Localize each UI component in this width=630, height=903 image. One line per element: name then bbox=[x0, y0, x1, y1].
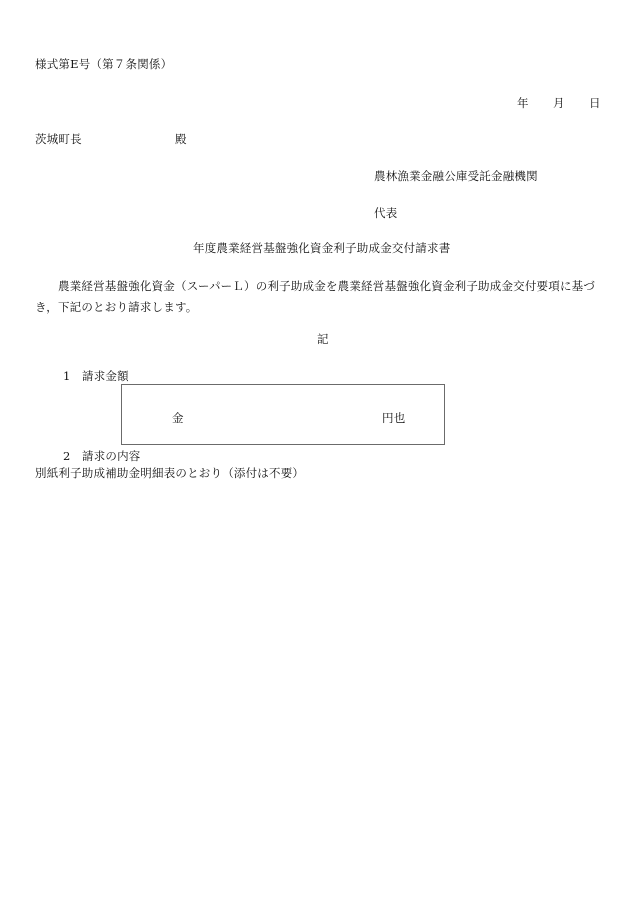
item-1-number: 1 bbox=[63, 369, 71, 383]
item-2-label: 請求の内容 bbox=[82, 449, 141, 463]
body-text: 農業経営基盤強化資金（スーパーＬ）の利子助成金を農業経営基盤強化資金利子助成金交付要項に基づき，下記のとおり請求します。 bbox=[35, 279, 596, 314]
item-2-number: 2 bbox=[63, 449, 71, 463]
date-month-label: 月 bbox=[553, 96, 565, 110]
date-year-label: 年 bbox=[517, 96, 529, 110]
date-day-label: 日 bbox=[589, 96, 601, 110]
note-heading: 記 bbox=[317, 332, 329, 346]
amount-prefix: 金 bbox=[172, 411, 184, 425]
item-2-detail: 別紙利子助成補助金明細表のとおり（添付は不要） bbox=[35, 466, 305, 480]
sender-institution: 農林漁業金融公庫受託金融機関 bbox=[374, 169, 538, 183]
item-1-label: 請求金額 bbox=[82, 369, 129, 383]
addressee-honorific: 殿 bbox=[175, 132, 187, 146]
form-number: 様式第E号（第７条関係） bbox=[35, 57, 173, 71]
sender-representative: 代表 bbox=[374, 206, 398, 220]
addressee-name: 茨城町長 bbox=[35, 132, 82, 146]
amount-suffix: 円也 bbox=[382, 411, 406, 425]
document-title: 年度農業経営基盤強化資金利子助成金交付請求書 bbox=[193, 241, 451, 255]
